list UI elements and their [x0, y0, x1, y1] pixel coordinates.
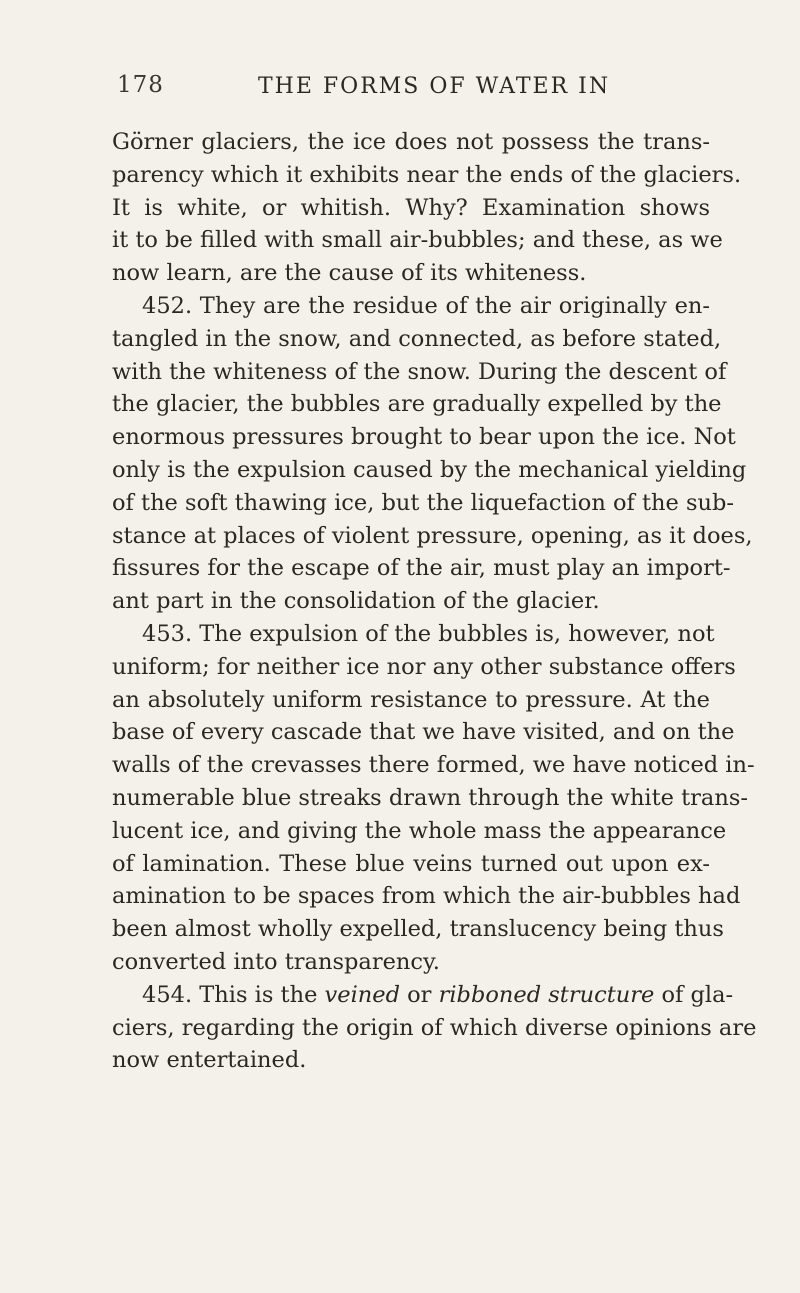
- paragraph-453-start: 453. The expulsion of the bubbles is, however, not: [142, 620, 715, 647]
- text-line: walls of the crevasses there formed, we have noticed in-: [112, 752, 755, 779]
- text-line: now learn, are the cause of its whiteness.: [112, 260, 587, 287]
- text-line: converted into transparency.: [112, 948, 440, 975]
- text-line: ciers, regarding the origin of which diverse opinions are: [112, 1014, 757, 1041]
- running-head: [0, 72, 800, 112]
- text-line: an absolutely uniform resistance to pressure. At the: [112, 686, 710, 713]
- text-line: numerable blue streaks drawn through the white trans-: [112, 784, 748, 811]
- running-head-title: THE FORMS OF WATER IN: [258, 74, 611, 99]
- text-line: now entertained.: [112, 1047, 307, 1074]
- text-line: been almost wholly expelled, translucency being thus: [112, 916, 724, 943]
- text-line: of lamination. These blue veins turned out upon ex-: [112, 850, 710, 877]
- italic-term-veined: veined: [324, 981, 400, 1008]
- text-line: It is white, or whitish. Why? Examination shows: [112, 194, 710, 221]
- text-line: parency which it exhibits near the ends of the glaciers.: [112, 161, 742, 188]
- text-line: amination to be spaces from which the air-bubbles had: [112, 883, 741, 910]
- text-line: fissures for the escape of the air, must play an import-: [112, 555, 731, 582]
- text-line: the glacier, the bubbles are gradually expelled by the: [112, 391, 722, 418]
- text-line: enormous pressures brought to bear upon the ice. Not: [112, 424, 736, 451]
- paragraph-454-start: [112, 979, 734, 1012]
- text-line: stance at places of violent pressure, opening, as it does,: [112, 522, 753, 549]
- text-line: ant part in the consolidation of the glacier.: [112, 588, 600, 615]
- text-line: tangled in the snow, and connected, as before stated,: [112, 325, 722, 352]
- text-line: Görner glaciers, the ice does not possess the trans-: [112, 129, 710, 155]
- italic-term-ribboned-structure: ribboned structure: [438, 981, 655, 1008]
- text-line: uniform; for neither ice nor any other substance offers: [112, 653, 736, 680]
- text-run: or: [399, 981, 439, 1008]
- text-line: of the soft thawing ice, but the liquefaction of the sub-: [112, 489, 735, 516]
- paragraph-452-start: 452. They are the residue of the air originally en-: [142, 292, 710, 319]
- page-number: 178: [117, 72, 164, 98]
- text-run: 454. This is the: [142, 981, 325, 1008]
- text-line: base of every cascade that we have visited, and on the: [112, 719, 735, 746]
- body-text: [112, 126, 757, 1077]
- text-run: of gla-: [654, 981, 734, 1008]
- text-line: with the whiteness of the snow. During the descent of: [112, 358, 727, 385]
- text-line: lucent ice, and giving the whole mass the appearance: [112, 817, 727, 844]
- text-line: only is the expulsion caused by the mechanical yielding: [112, 456, 747, 483]
- text-line: it to be filled with small air-bubbles; and these, as we: [112, 227, 723, 254]
